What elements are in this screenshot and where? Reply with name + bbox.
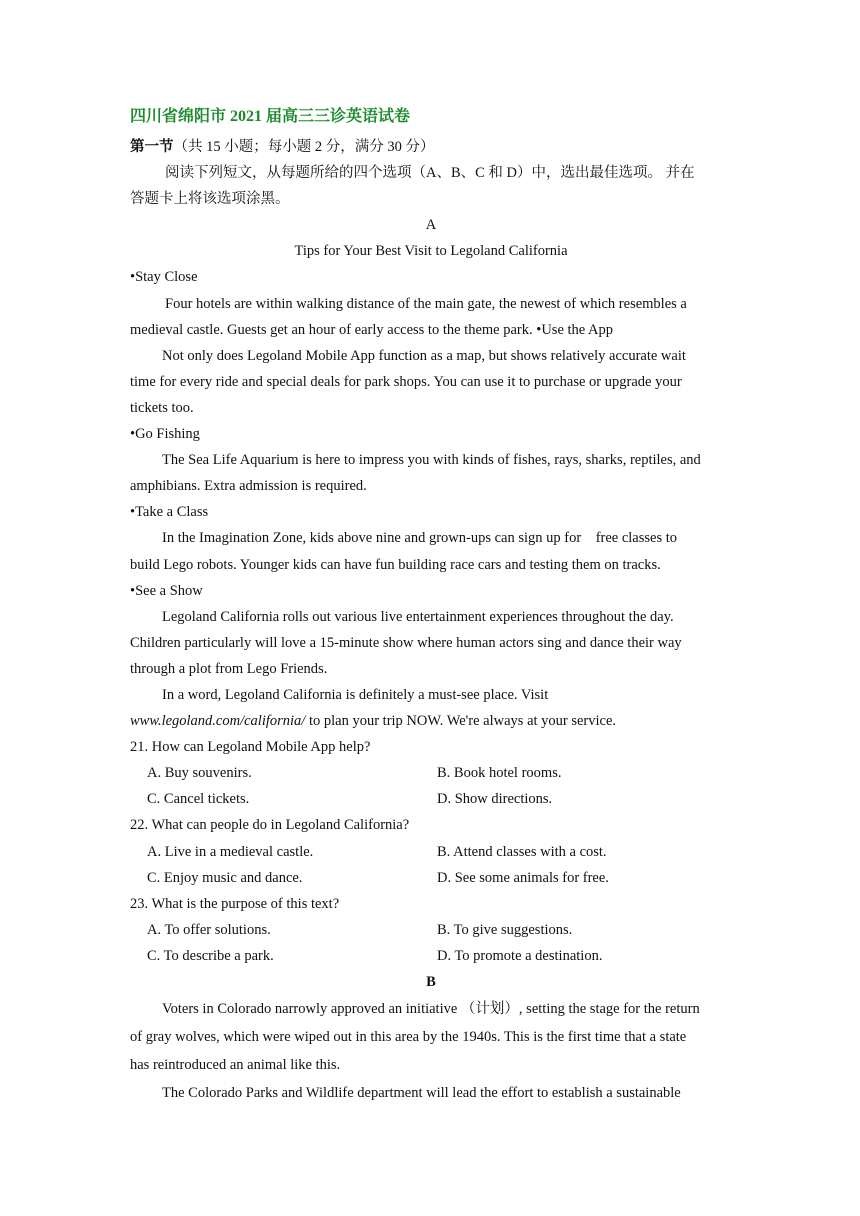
section-heading	[130, 134, 732, 160]
passage-a-line: medieval castle. Guests get an hour of early access to the theme park. •Use the App	[130, 321, 614, 338]
option-row	[130, 839, 732, 865]
document-body	[130, 104, 732, 1107]
tip-heading-see-a-show: •See a Show	[130, 582, 203, 599]
option-row	[130, 760, 732, 786]
option-d: D. To promote a destination.	[437, 947, 603, 964]
option-c: C. To describe a park.	[147, 947, 274, 964]
option-a: A. Live in a medieval castle.	[147, 843, 314, 860]
passage-a-line: The Sea Life Aquarium is here to impress you with kinds of fishes, rays, sharks, reptiles, and	[162, 452, 701, 469]
tip-heading-take-a-class: •Take a Class	[130, 504, 209, 521]
tip-heading-go-fishing: •Go Fishing	[130, 426, 200, 443]
tip-heading-stay-close: •Stay Close	[130, 269, 198, 286]
exam-title: 四川省绵阳市 2021 届高三三诊英语试卷	[130, 108, 411, 125]
instructions-line-1: 阅读下列短文，从每题所给的四个选项（A、B、C 和 D）中，选出最佳选项。 并在	[165, 165, 695, 182]
passage-a-line: amphibians. Extra admission is required.	[130, 478, 367, 495]
question-stem: 21. How can Legoland Mobile App help?	[130, 739, 371, 756]
option-b: B. Attend classes with a cost.	[437, 843, 607, 860]
question-stem: 23. What is the purpose of this text?	[130, 895, 340, 912]
option-row	[130, 917, 732, 943]
passage-b-line: of gray wolves, which were wiped out in this area by the 1940s. This is the first time that a state	[130, 1029, 687, 1046]
option-a: A. To offer solutions.	[147, 921, 271, 938]
passage-a-line: build Lego robots. Younger kids can have fun building race cars and testing them on tracks.	[130, 556, 661, 573]
option-row	[130, 786, 732, 812]
passage-a-line: Children particularly will love a 15-minute show where human actors sing and dance their way	[130, 634, 682, 651]
website-link: www.legoland.com/california/	[130, 713, 306, 730]
passage-a-line: Legoland California rolls out various live entertainment experiences throughout the day.	[162, 608, 674, 625]
passage-a-line: tickets too.	[130, 399, 194, 416]
passage-b-line: The Colorado Parks and Wildlife department will lead the effort to establish a sustainable	[162, 1085, 681, 1102]
passage-b-line: Voters in Colorado narrowly approved an initiative （计划）, setting the stage for the return	[162, 1001, 700, 1018]
passage-a-title: Tips for Your Best Visit to Legoland California	[294, 243, 568, 260]
passage-b-line: has reintroduced an animal like this.	[130, 1057, 341, 1074]
option-d: D. Show directions.	[437, 791, 553, 808]
option-c: C. Enjoy music and dance.	[147, 869, 303, 886]
option-row	[130, 865, 732, 891]
passage-a-line: through a plot from Lego Friends.	[130, 660, 328, 677]
passage-a-line: Not only does Legoland Mobile App function as a map, but shows relatively accurate wait	[162, 347, 686, 364]
option-b: B. Book hotel rooms.	[437, 765, 562, 782]
passage-a-line: In the Imagination Zone, kids above nine and grown-ups can sign up for free classes to	[162, 530, 678, 547]
question-21	[130, 734, 732, 812]
option-a: A. Buy souvenirs.	[147, 765, 252, 782]
option-row	[130, 943, 732, 969]
option-b: B. To give suggestions.	[437, 921, 573, 938]
option-c: C. Cancel tickets.	[147, 791, 250, 808]
passage-a-line: In a word, Legoland California is definitely a must-see place. Visit	[162, 686, 549, 703]
section-info: （共 15 小题；每小题 2 分，满分 30 分）	[173, 139, 435, 155]
passage-b-letter: B	[426, 974, 436, 990]
passage-a-line	[130, 708, 732, 734]
passage-a-line: Four hotels are within walking distance of the main gate, the newest of which resembles a	[165, 295, 687, 312]
passage-a-line: time for every ride and special deals for park shops. You can use it to purchase or upgrade your	[130, 373, 682, 390]
instructions-line-2: 答题卡上将该选项涂黑。	[130, 191, 290, 208]
question-stem: 22. What can people do in Legoland California?	[130, 817, 410, 834]
question-23	[130, 891, 732, 969]
question-22	[130, 812, 732, 890]
closing-text: to plan your trip NOW. We're always at your service.	[305, 713, 617, 730]
section-label: 第一节	[130, 139, 174, 155]
option-d: D. See some animals for free.	[437, 869, 609, 886]
passage-a-letter: A	[425, 217, 437, 234]
